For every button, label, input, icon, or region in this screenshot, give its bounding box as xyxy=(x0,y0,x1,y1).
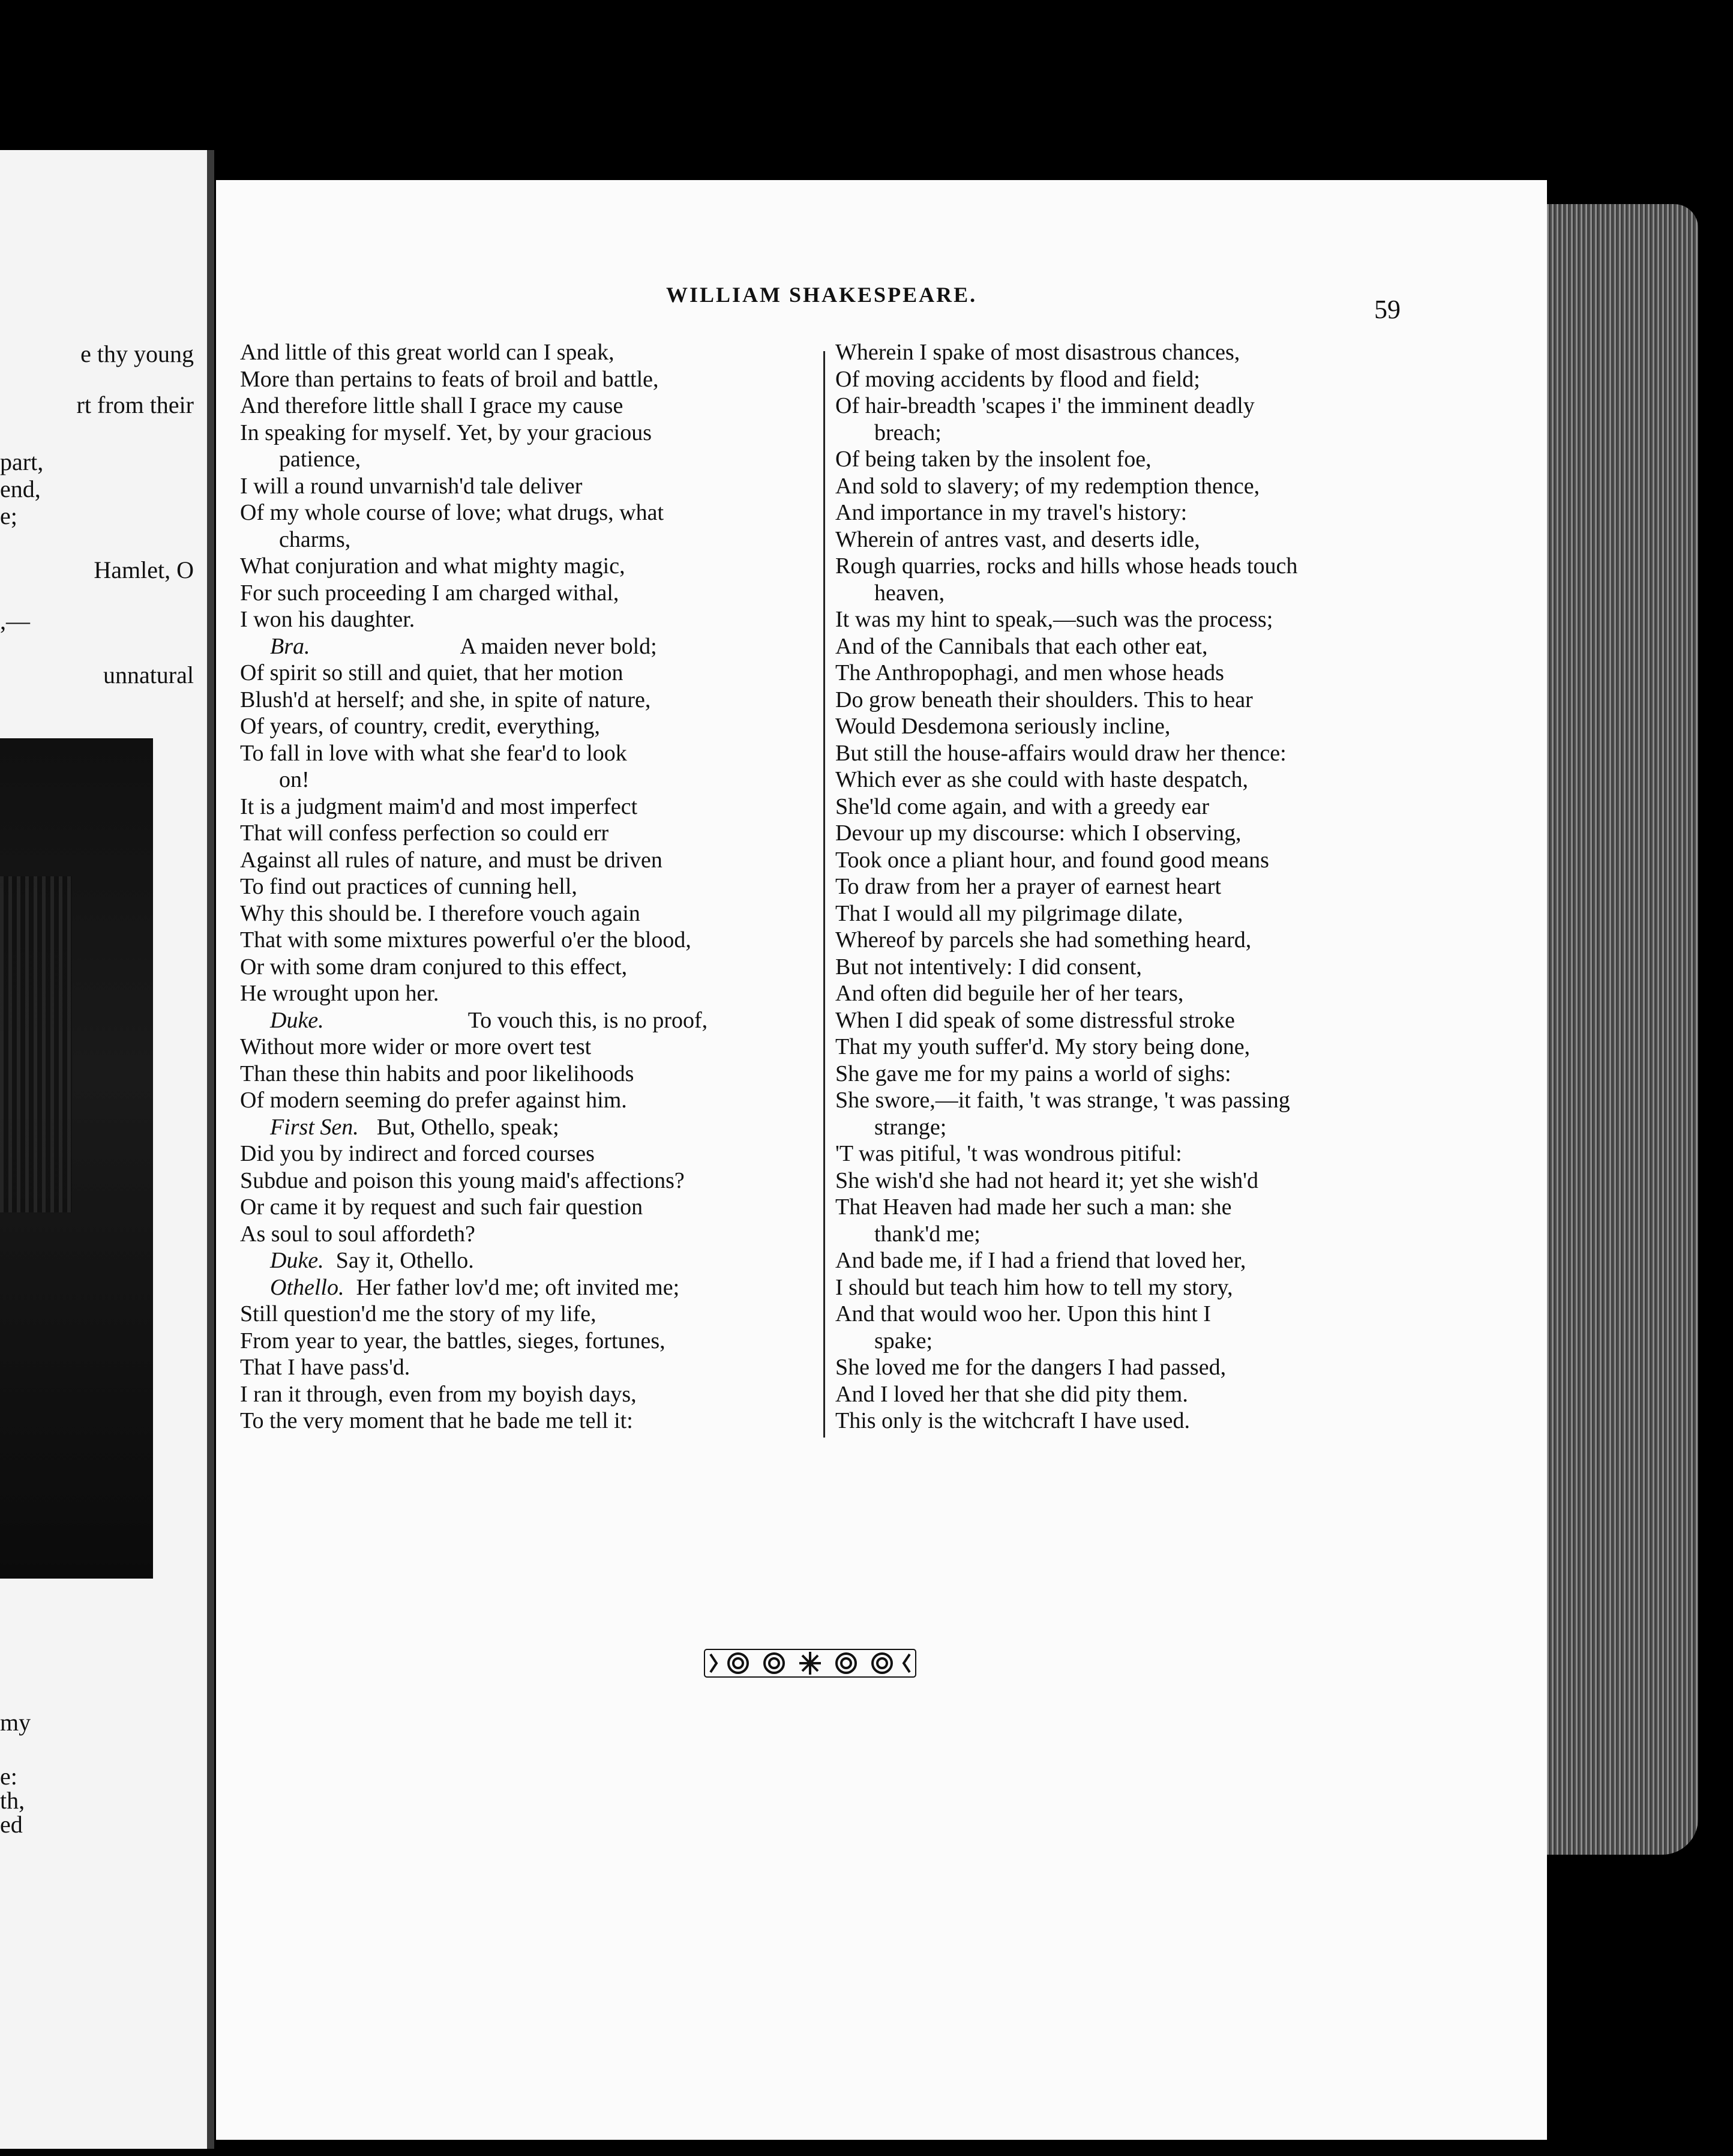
verse-line: That I have pass'd. xyxy=(240,1355,410,1380)
verse-line: Subdue and poison this young maid's affections? xyxy=(240,1167,685,1193)
verse-line: She'ld come again, and with a greedy ear xyxy=(835,793,1210,819)
running-head: WILLIAM SHAKESPEARE. xyxy=(666,283,978,307)
verse-line: Blush'd at herself; and she, in spite of nature, xyxy=(240,687,651,712)
verse-line: It was my hint to speak,—such was the process; xyxy=(835,607,1273,632)
verse-line: patience, xyxy=(279,447,361,472)
speech-line xyxy=(240,1114,810,1141)
verse-line: Devour up my discourse: which I observing, xyxy=(835,821,1242,846)
verse-line: As soul to soul affordeth? xyxy=(240,1221,475,1247)
verse-line: And I loved her that she did pity them. xyxy=(835,1381,1188,1407)
verse-line: She gave me for my pains a world of sighs: xyxy=(835,1061,1231,1086)
verse-line: Of my whole course of love; what drugs, what xyxy=(240,500,664,525)
verse-line: I ran it through, even from my boyish days, xyxy=(240,1381,637,1407)
verse-line: That I would all my pilgrimage dilate, xyxy=(835,900,1183,926)
verse-line: And often did beguile her of her tears, xyxy=(835,981,1184,1006)
verse-text: To vouch this, is no proof, xyxy=(467,1007,708,1033)
book-page-edges xyxy=(1521,204,1698,1855)
verse-line: Of years, of country, credit, everything, xyxy=(240,714,601,739)
verse-line: thank'd me; xyxy=(874,1221,981,1247)
verse-line: Of hair-breadth 'scapes i' the imminent deadly xyxy=(835,393,1255,418)
verse-line: To fall in love with what she fear'd to look xyxy=(240,740,627,766)
facing-page-line: unnatural xyxy=(103,661,194,688)
facing-page-line: rt from their xyxy=(76,391,194,418)
verse-line: That Heaven had made her such a man: she xyxy=(835,1194,1232,1220)
verse-line: Took once a pliant hour, and found good means xyxy=(835,847,1269,873)
verse-line: Than these thin habits and poor likelihoods xyxy=(240,1061,634,1086)
verse-line: To the very moment that he bade me tell it: xyxy=(240,1408,633,1433)
speaker-name: First Sen. xyxy=(270,1114,359,1140)
verse-line: He wrought upon her. xyxy=(240,981,439,1006)
verse-line: Of spirit so still and quiet, that her motion xyxy=(240,660,623,685)
verse-line: And sold to slavery; of my redemption thence, xyxy=(835,473,1260,499)
verse-line: Or with some dram conjured to this effect, xyxy=(240,954,628,980)
column-divider xyxy=(823,351,825,1438)
verse-line: And therefore little shall I grace my cause xyxy=(240,393,623,418)
speech-line xyxy=(240,1007,810,1034)
verse-line: That with some mixtures powerful o'er the blood, xyxy=(240,927,691,953)
left-text-column xyxy=(240,339,810,1435)
verse-line: That my youth suffer'd. My story being done, xyxy=(835,1034,1251,1059)
verse-line: But not intentively: I did consent, xyxy=(835,954,1142,980)
verse-line: I will a round unvarnish'd tale deliver xyxy=(240,473,583,499)
verse-line: To draw from her a prayer of earnest heart xyxy=(835,874,1222,899)
verse-line: I won his daughter. xyxy=(240,607,415,632)
verse-line: She swore,—it faith, 't was strange, 't was passing xyxy=(835,1088,1290,1113)
speaker-name: Othello. xyxy=(270,1274,344,1300)
facing-page-line: Hamlet, O xyxy=(94,556,194,583)
facing-page-line: th, xyxy=(0,1787,25,1814)
verse-line: strange; xyxy=(874,1114,947,1140)
verse-line: Whereof by parcels she had something heard, xyxy=(835,927,1252,953)
verse-line: When I did speak of some distressful stroke xyxy=(835,1007,1235,1033)
verse-line: And that would woo her. Upon this hint I xyxy=(835,1301,1211,1326)
facing-page-line: e: xyxy=(0,1763,17,1790)
verse-line: breach; xyxy=(874,420,942,445)
verse-line: And of the Cannibals that each other eat, xyxy=(835,633,1208,659)
verse-line: Which ever as she could with haste despatch, xyxy=(835,767,1248,792)
speech-line xyxy=(240,1274,810,1301)
verse-line: charms, xyxy=(279,526,351,552)
verse-line: Of modern seeming do prefer against him. xyxy=(240,1088,627,1113)
verse-text: A maiden never bold; xyxy=(460,633,657,659)
verse-line: She loved me for the dangers I had passed, xyxy=(835,1355,1227,1380)
verse-line: Rough quarries, rocks and hills whose heads touch xyxy=(835,553,1298,579)
facing-page-line: part, xyxy=(0,448,44,475)
facing-page-line: ,— xyxy=(0,607,30,634)
right-text-column xyxy=(835,339,1399,1435)
verse-line: on! xyxy=(279,767,310,792)
verse-line: Or came it by request and such fair question xyxy=(240,1194,643,1220)
scroll-ornament-icon xyxy=(702,1645,918,1682)
verse-line: To find out practices of cunning hell, xyxy=(240,874,577,899)
verse-line: Do grow beneath their shoulders. This to hear xyxy=(835,687,1253,712)
verse-line: Wherein I spake of most disastrous chances, xyxy=(835,340,1240,365)
verse-line: It is a judgment maim'd and most imperfect xyxy=(240,793,638,819)
verse-line: That will confess perfection so could err xyxy=(240,821,609,846)
speaker-name: Duke. xyxy=(270,1007,324,1033)
verse-line: And importance in my travel's history: xyxy=(835,500,1188,525)
verse-line: The Anthropophagi, and men whose heads xyxy=(835,660,1224,685)
verse-line: heaven, xyxy=(874,580,945,606)
facing-page xyxy=(0,150,214,2149)
verse-line: Why this should be. I therefore vouch again xyxy=(240,900,640,926)
verse-line: Wherein of antres vast, and deserts idle, xyxy=(835,526,1200,552)
speaker-name: Bra. xyxy=(270,633,310,659)
speech-line xyxy=(240,1247,810,1274)
verse-line: Against all rules of nature, and must be driven xyxy=(240,847,662,873)
facing-page-line: e thy young xyxy=(80,340,194,367)
verse-line: Of being taken by the insolent foe, xyxy=(835,447,1152,472)
facing-page-line: e; xyxy=(0,502,17,529)
verse-line: From year to year, the battles, sieges, fortunes, xyxy=(240,1328,665,1354)
verse-line: And little of this great world can I speak, xyxy=(240,340,614,365)
facing-page-line: my xyxy=(0,1709,31,1736)
verse-line: Would Desdemona seriously incline, xyxy=(835,714,1171,739)
verse-line: This only is the witchcraft I have used. xyxy=(835,1408,1190,1433)
verse-line: Still question'd me the story of my life, xyxy=(240,1301,596,1326)
verse-line: What conjuration and what mighty magic, xyxy=(240,553,625,579)
verse-line: 'T was pitiful, 't was wondrous pitiful: xyxy=(835,1141,1182,1166)
verse-line: But still the house-affairs would draw her thence: xyxy=(835,740,1287,766)
verse-line: I should but teach him how to tell my story, xyxy=(835,1274,1233,1300)
facing-page-line: ed xyxy=(0,1811,23,1838)
verse-line: For such proceeding I am charged withal, xyxy=(240,580,619,606)
verse-text: But, Othello, speak; xyxy=(376,1114,559,1140)
verse-text: Her father lov'd me; oft invited me; xyxy=(356,1274,680,1300)
facing-page-line: end, xyxy=(0,475,41,502)
verse-line: Without more wider or more overt test xyxy=(240,1034,592,1059)
facing-page-illustration xyxy=(0,738,153,1579)
verse-line: She wish'd she had not heard it; yet she wish'd xyxy=(835,1167,1258,1193)
verse-line: Of moving accidents by flood and field; xyxy=(835,366,1200,392)
verse-text: Say it, Othello. xyxy=(335,1248,474,1273)
speaker-name: Duke. xyxy=(270,1248,324,1273)
page-number: 59 xyxy=(1374,295,1401,324)
verse-line: spake; xyxy=(874,1328,933,1354)
speech-line xyxy=(240,633,810,660)
verse-line: More than pertains to feats of broil and battle, xyxy=(240,366,659,392)
verse-line: Did you by indirect and forced courses xyxy=(240,1141,595,1166)
verse-line: In speaking for myself. Yet, by your gracious xyxy=(240,420,652,445)
verse-line: And bade me, if I had a friend that loved her, xyxy=(835,1248,1246,1273)
